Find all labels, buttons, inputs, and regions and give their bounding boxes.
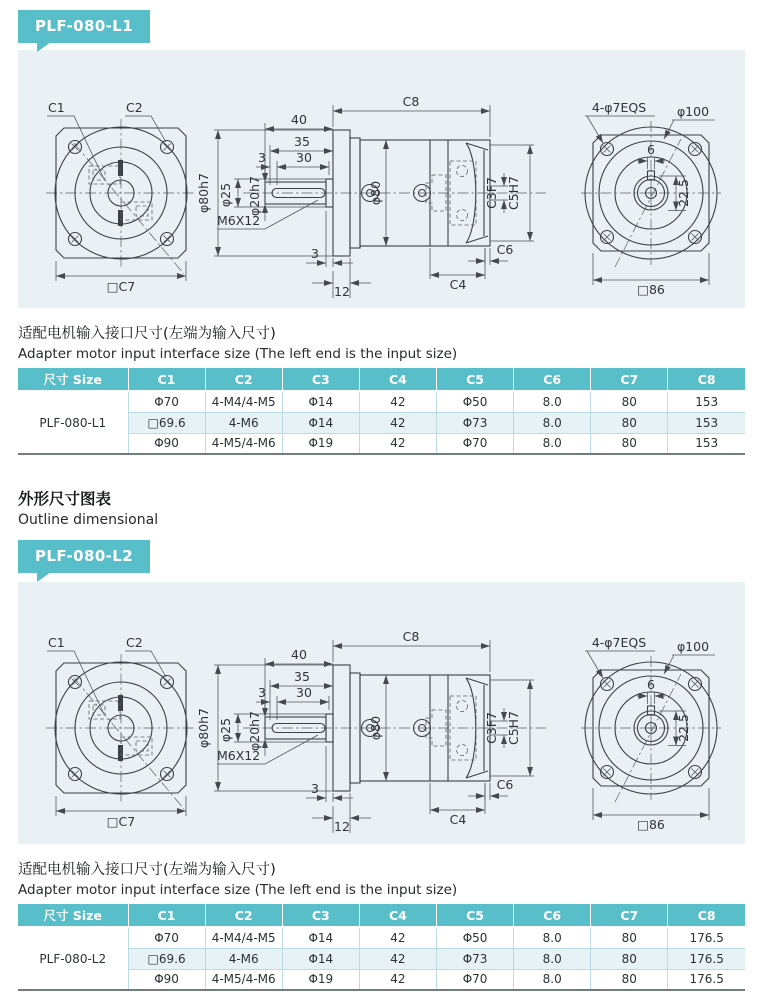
dim-label: 3: [311, 781, 319, 796]
table-cell: Φ14: [282, 927, 359, 948]
dim-label: 6: [647, 142, 655, 157]
dim-label: M6X12: [217, 748, 261, 763]
table-cell: 8.0: [514, 412, 591, 433]
table-cell: 8.0: [514, 948, 591, 969]
dim-label: φ100: [676, 639, 710, 654]
dim-label: C3F7: [484, 177, 499, 209]
dim-label: C8: [402, 94, 420, 109]
side-view: [196, 629, 546, 834]
dim-label: M6X12: [217, 213, 261, 228]
table-cell: 153: [668, 412, 745, 433]
screw-icon: [69, 676, 82, 689]
dim-label: 12: [334, 284, 350, 299]
dim-label: C1: [48, 635, 65, 650]
column-header: C7: [591, 904, 668, 927]
dim-label: 3: [258, 150, 266, 165]
dim-label: 40: [291, 112, 307, 127]
dim-label: C5H7: [506, 175, 521, 211]
table-cell: 4-M6: [205, 412, 282, 433]
table-cell: 4-M4/4-M5: [205, 927, 282, 948]
table-row: [18, 948, 745, 969]
table-cell: Φ14: [282, 391, 359, 412]
dim-label: □C7: [106, 814, 136, 829]
column-header: C4: [359, 904, 436, 927]
model-label: PLF-080-L1: [18, 391, 128, 454]
table-cell: 42: [359, 969, 436, 990]
dim-label: φ100: [676, 104, 710, 119]
dim-label: C2: [126, 100, 143, 115]
table-cell: □69.6: [128, 412, 205, 433]
table-cell: Φ70: [128, 927, 205, 948]
screw-icon: [69, 233, 82, 246]
dim-label: C2: [126, 635, 143, 650]
model-label: PLF-080-L2: [18, 927, 128, 990]
table-cell: Φ90: [128, 433, 205, 454]
model-badge-plf-080-l1: PLF-080-L1: [18, 10, 150, 43]
table-row: [18, 927, 745, 948]
dim-label: 22.5: [676, 179, 691, 207]
column-header: C5: [437, 368, 514, 391]
column-header: C2: [205, 904, 282, 927]
table-cell: Φ70: [437, 433, 514, 454]
table-cell: 4-M6: [205, 948, 282, 969]
table-cell: 80: [591, 948, 668, 969]
dim-label: C6: [496, 777, 514, 792]
dim-label: 4-φ7EQS: [591, 635, 647, 650]
table-cell: Φ19: [282, 433, 359, 454]
table-cell: 4-M5/4-M6: [205, 969, 282, 990]
table-cell: Φ19: [282, 969, 359, 990]
dim-label: 3: [311, 246, 319, 261]
dim-label: φ80h7: [196, 707, 211, 749]
table-cell: Φ50: [437, 927, 514, 948]
dim-label: 4-φ7EQS: [591, 100, 647, 115]
table-cell: 42: [359, 412, 436, 433]
column-header: C5: [437, 904, 514, 927]
table-cell: Φ14: [282, 948, 359, 969]
model-badge-plf-080-l2: PLF-080-L2: [18, 540, 150, 573]
table-cell: 153: [668, 433, 745, 454]
column-header: C3: [282, 368, 359, 391]
table-cell: 42: [359, 433, 436, 454]
drawing-panel-2: [18, 582, 745, 844]
table-cell: 80: [591, 391, 668, 412]
rear-view: [581, 100, 721, 297]
dim-label: 40: [291, 647, 307, 662]
table-cell: 8.0: [514, 391, 591, 412]
table-cell: Φ50: [437, 391, 514, 412]
dim-label: 22.5: [676, 714, 691, 742]
dim-label: C8: [402, 629, 420, 644]
column-header: C6: [514, 368, 591, 391]
size-column-header: 尺寸 Size: [18, 368, 128, 391]
dim-label: φ20h7: [247, 710, 262, 752]
screw-icon: [161, 676, 174, 689]
table-cell: 80: [591, 927, 668, 948]
column-header: C7: [591, 368, 668, 391]
table-row: [18, 412, 745, 433]
table-cell: Φ73: [437, 412, 514, 433]
dim-label: C1: [48, 100, 65, 115]
table-row: [18, 433, 745, 454]
dim-label: φ25: [218, 182, 233, 208]
table-cell: Φ90: [128, 969, 205, 990]
dim-label: C3F7: [484, 712, 499, 744]
column-header: C3: [282, 904, 359, 927]
table-cell: 42: [359, 927, 436, 948]
table-cell: 153: [668, 391, 745, 412]
screw-icon: [161, 768, 174, 781]
dim-label: □C7: [106, 279, 136, 294]
dim-label: C4: [449, 812, 467, 827]
table-cell: 80: [591, 969, 668, 990]
dim-label: 30: [296, 685, 312, 700]
column-header: C6: [514, 904, 591, 927]
screw-icon: [161, 233, 174, 246]
section-title-en: Outline dimensional: [18, 512, 159, 528]
dim-label: 35: [294, 669, 310, 684]
dim-label: □86: [637, 282, 665, 297]
dim-label: □86: [637, 817, 665, 832]
table-cell: 176.5: [668, 927, 745, 948]
table-cell: 80: [591, 433, 668, 454]
table-cell: 8.0: [514, 927, 591, 948]
dim-label: 6: [647, 677, 655, 692]
table-cell: 8.0: [514, 969, 591, 990]
screw-icon: [161, 141, 174, 154]
table-cell: 42: [359, 391, 436, 412]
table-cell: Φ70: [128, 391, 205, 412]
dim-label: φ25: [218, 717, 233, 743]
spec-table-plf-080-l2: [18, 904, 745, 991]
table-cell: □69.6: [128, 948, 205, 969]
column-header: C1: [128, 904, 205, 927]
column-header: C8: [668, 904, 745, 927]
dim-label: 35: [294, 134, 310, 149]
dim-label: φ20h7: [247, 175, 262, 217]
dim-label: C5H7: [506, 710, 521, 746]
spec-table-plf-080-l1: [18, 368, 745, 455]
dim-label: φ80: [368, 715, 383, 741]
table-cell: Φ73: [437, 948, 514, 969]
dim-label: φ80h7: [196, 172, 211, 214]
table-cell: Φ70: [437, 969, 514, 990]
outline-drawing: [18, 55, 745, 302]
screw-icon: [69, 768, 82, 781]
column-header: C2: [205, 368, 282, 391]
dim-label: C6: [496, 242, 514, 257]
front-view: [46, 635, 196, 829]
adapter-note-cn: 适配电机输入接口尺寸(左端为输入尺寸): [18, 862, 276, 878]
table-row: [18, 969, 745, 990]
dim-label: 30: [296, 150, 312, 165]
column-header: C4: [359, 368, 436, 391]
front-view: [46, 100, 196, 294]
table-cell: 176.5: [668, 969, 745, 990]
dim-label: 12: [334, 819, 350, 834]
table-cell: 4-M5/4-M6: [205, 433, 282, 454]
column-header: C1: [128, 368, 205, 391]
adapter-note-en: Adapter motor input interface size (The left end is the input size): [18, 346, 458, 362]
table-row: [18, 391, 745, 412]
dim-label: 3: [258, 685, 266, 700]
dim-label: φ80: [368, 180, 383, 206]
side-view: [196, 94, 546, 299]
outline-drawing: [18, 590, 745, 837]
dim-label: C4: [449, 277, 467, 292]
screw-icon: [69, 141, 82, 154]
size-column-header: 尺寸 Size: [18, 904, 128, 927]
table-cell: 42: [359, 948, 436, 969]
drawing-panel-1: [18, 50, 745, 308]
column-header: C8: [668, 368, 745, 391]
table-cell: 4-M4/4-M5: [205, 391, 282, 412]
table-cell: 8.0: [514, 433, 591, 454]
rear-view: [581, 635, 721, 832]
table-cell: 80: [591, 412, 668, 433]
adapter-note-en: Adapter motor input interface size (The left end is the input size): [18, 882, 458, 898]
table-cell: Φ14: [282, 412, 359, 433]
section-title-cn: 外形尺寸图表: [18, 490, 112, 508]
table-cell: 176.5: [668, 948, 745, 969]
adapter-note-cn: 适配电机输入接口尺寸(左端为输入尺寸): [18, 326, 276, 342]
